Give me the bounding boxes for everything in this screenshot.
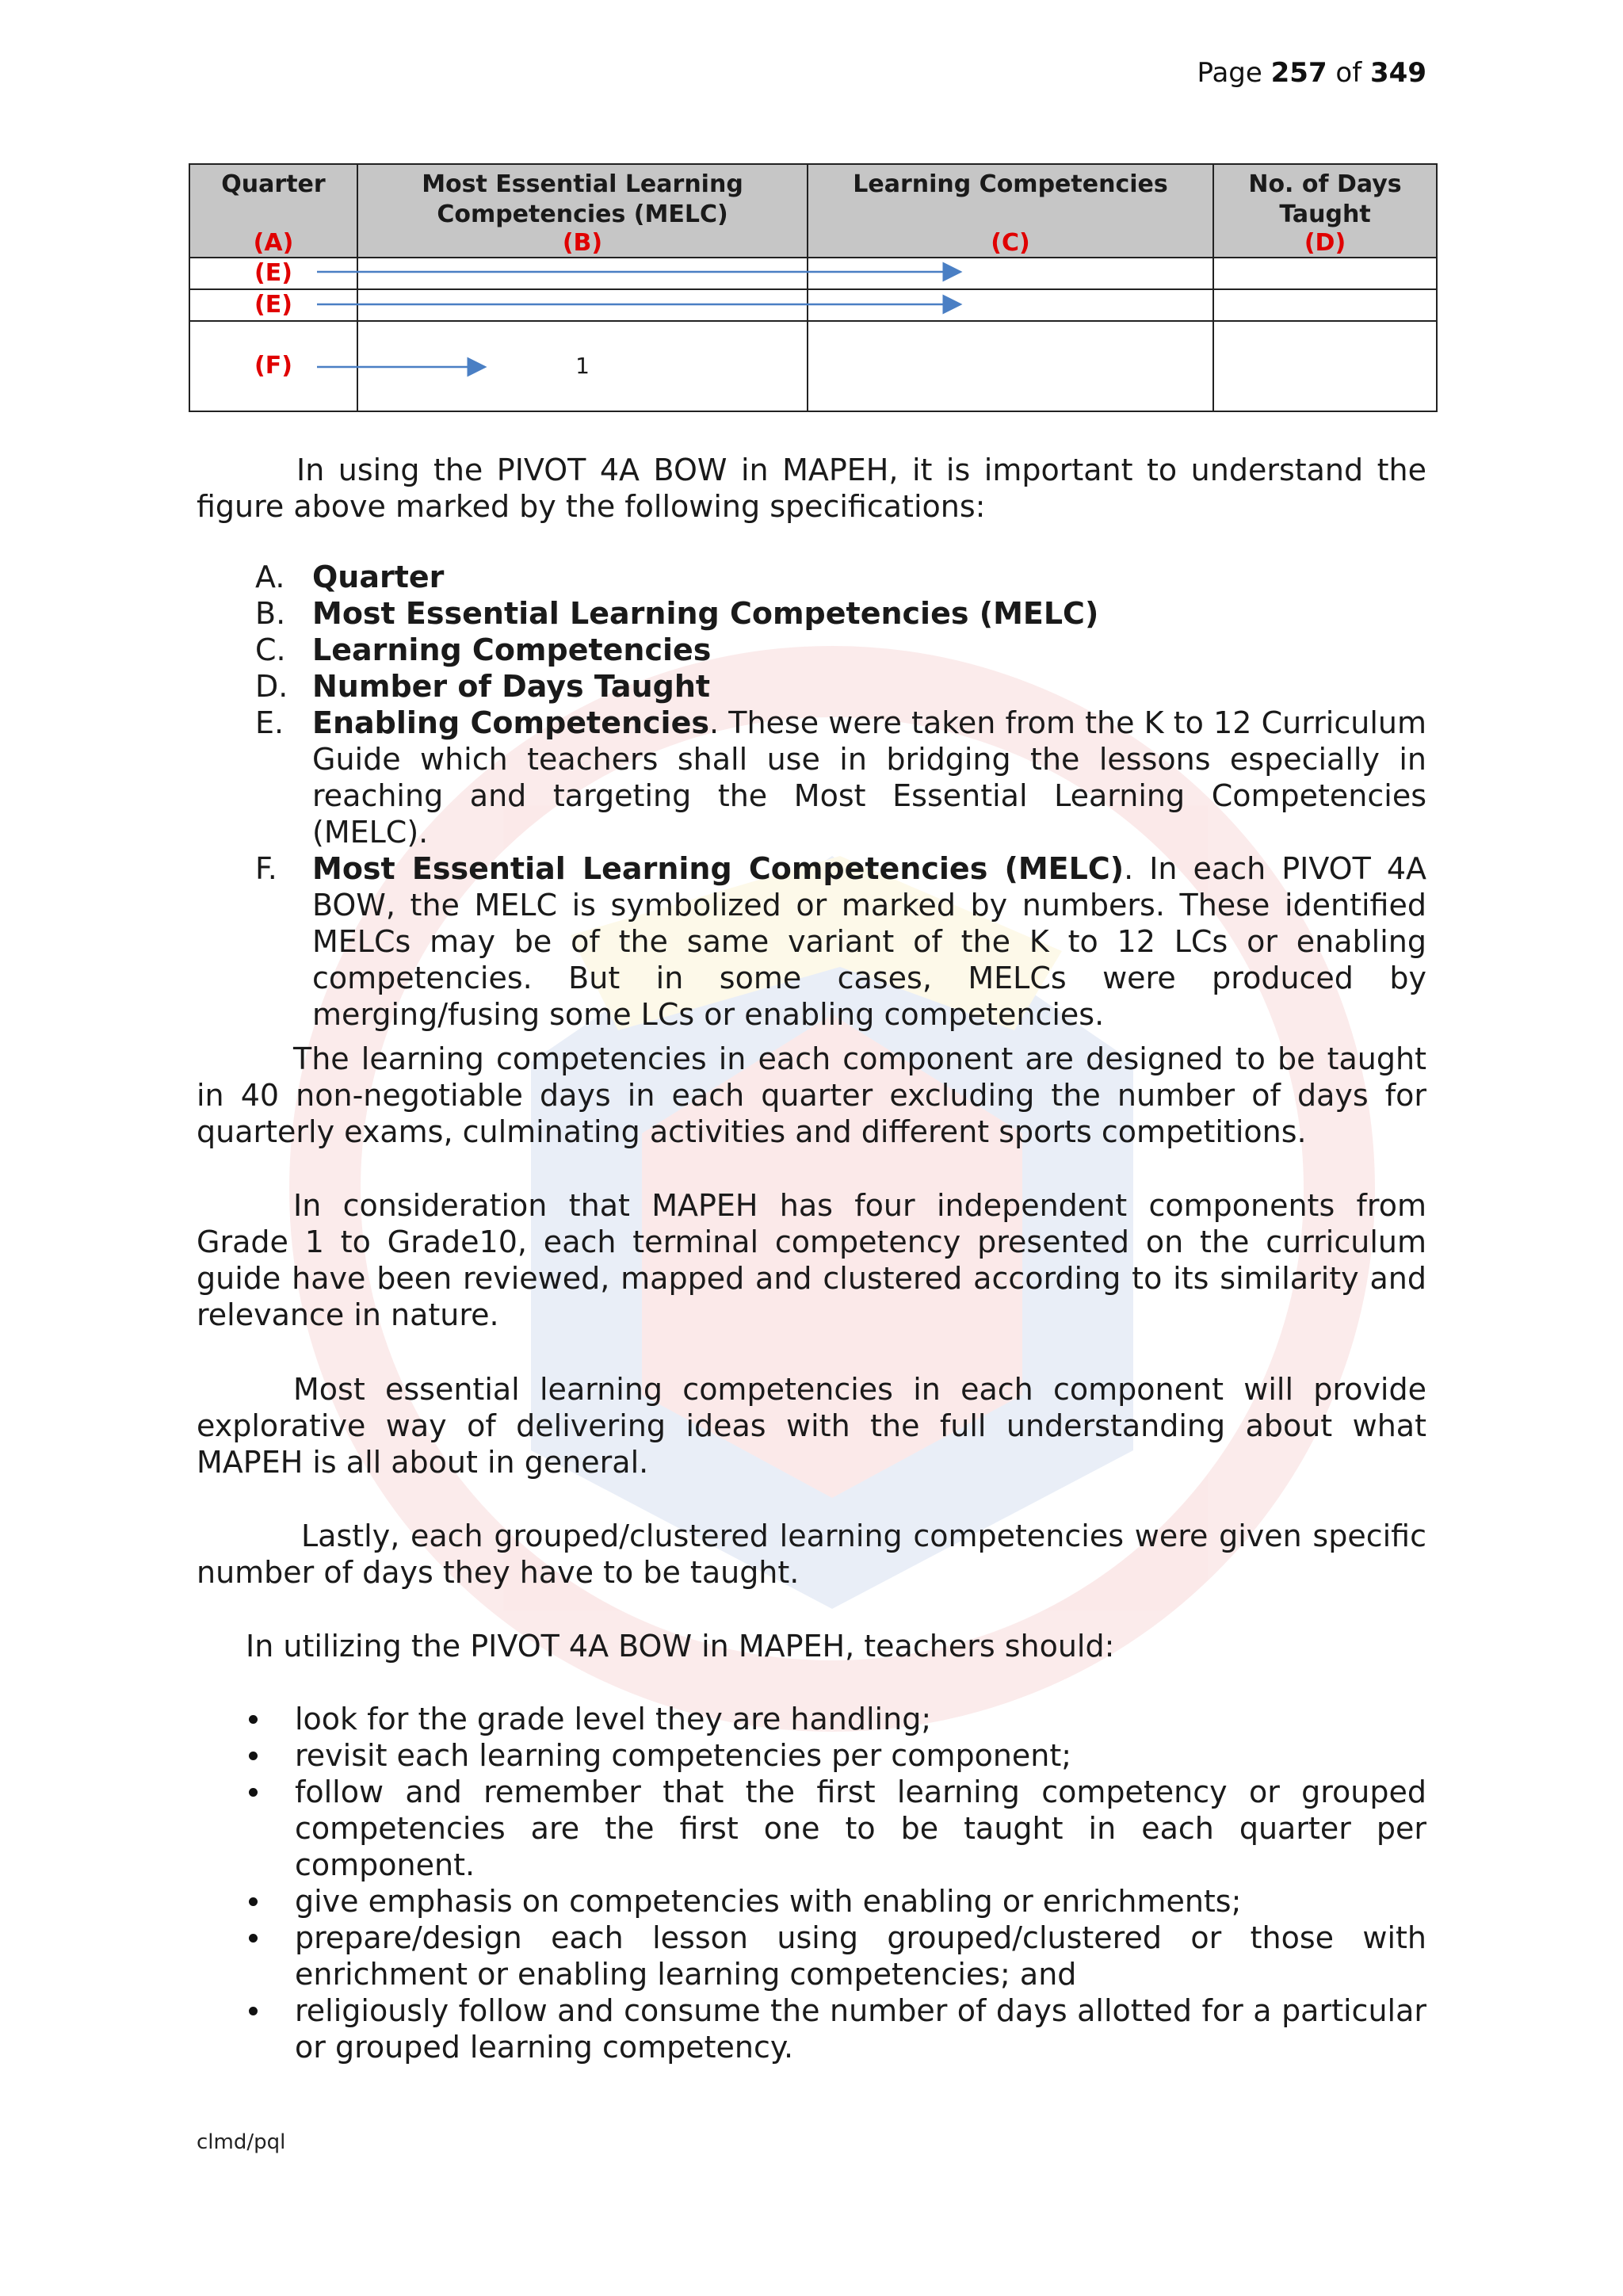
footer-code: clmd/pql xyxy=(197,2130,286,2154)
row-letter: (E) xyxy=(254,291,292,319)
page-number xyxy=(1197,57,1427,89)
list-item: B. Most Essential Learning Competencies (MELC) xyxy=(255,596,1099,631)
paragraph-lastly: Lastly, each grouped/clustered learning competencies were given specific number of days they have to be taught. xyxy=(197,1519,1426,1590)
page-of-label: of xyxy=(1335,57,1362,89)
table-row xyxy=(189,321,1437,411)
list-item: give emphasis on competencies with enabling or enrichments; xyxy=(246,1883,1426,1920)
paragraph-components: In consideration that MAPEH has four independent components from Grade 1 to Grade10, each terminal competency presented on the curriculum guide have been reviewed, mapped and clustered according to its similarity and relevance in nature. xyxy=(197,1188,1426,1332)
table-header-row xyxy=(189,164,1437,258)
paragraph-teachers-should: In utilizing the PIVOT 4A BOW in MAPEH, teachers should: xyxy=(246,1629,1115,1664)
header-letter: (C) xyxy=(991,229,1030,257)
list-item: religiously follow and consume the number of days allotted for a particular or grouped learning competency. xyxy=(246,1992,1426,2065)
list-item: C. Learning Competencies xyxy=(255,632,712,667)
header-quarter xyxy=(189,164,357,258)
header-days-taught xyxy=(1213,164,1437,258)
page-total: 349 xyxy=(1370,57,1426,89)
melc-number: 1 xyxy=(575,353,590,379)
header-title: Quarter xyxy=(221,170,326,198)
list-item: follow and remember that the first learning competency or grouped competencies are the first one to be taught in each quarter per component. xyxy=(246,1774,1426,1883)
intro-paragraph: In using the PIVOT 4A BOW in MAPEH, it is important to understand the figure above marked by the following specifications: xyxy=(197,453,1426,524)
header-letter: (D) xyxy=(1304,229,1346,257)
table-row xyxy=(189,258,1437,289)
list-item: F. Most Essential Learning Competencies (MELC). In each PIVOT 4A BOW, the MELC is symbolized or marked by numbers. These identified MELCs may be of the same variant of the K to 12 LCs or enabling competencies. But in some cases, MELCs were produced by merging/fusing some LCs or enabling competencies. xyxy=(255,851,1426,1032)
list-item: D. Number of Days Taught xyxy=(255,669,711,704)
specification-list xyxy=(255,559,1426,1033)
header-letter: (B) xyxy=(562,229,603,257)
list-item: A. Quarter xyxy=(255,560,445,594)
list-item: E. Enabling Competencies. These were taken from the K to 12 Curriculum Guide which teachers shall use in bridging the lessons especially in reaching and targeting the Most Essential Learning Competencies (MELC). xyxy=(255,705,1426,850)
teacher-guidelines-list xyxy=(246,1701,1426,2065)
header-title: Learning Competencies xyxy=(853,170,1168,198)
list-item: revisit each learning competencies per component; xyxy=(246,1737,1426,1774)
row-letter: (E) xyxy=(254,259,292,287)
header-learning-competencies xyxy=(808,164,1213,258)
header-letter: (A) xyxy=(253,229,294,257)
header-title: Most Essential Learning Competencies (MELC) xyxy=(422,170,743,228)
paragraph-melc-explorative: Most essential learning competencies in each component will provide explorative way of delivering ideas with the full understanding about what MAPEH is all about in general. xyxy=(197,1372,1426,1480)
page-label: Page xyxy=(1197,57,1262,89)
row-letter: (F) xyxy=(254,352,292,380)
header-melc xyxy=(357,164,808,258)
list-item: prepare/design each lesson using grouped/clustered or those with enrichment or enabling learning competencies; and xyxy=(246,1920,1426,1992)
list-item: look for the grade level they are handling; xyxy=(246,1701,1426,1737)
header-title: No. of Days Taught xyxy=(1248,170,1402,228)
legend-table xyxy=(189,163,1438,412)
table-row xyxy=(189,289,1437,321)
page-current: 257 xyxy=(1270,57,1327,89)
paragraph-40-days: The learning competencies in each component are designed to be taught in 40 non-negotiable days in each quarter excluding the number of days for quarterly exams, culminating activities and different sports competitions. xyxy=(197,1041,1426,1149)
